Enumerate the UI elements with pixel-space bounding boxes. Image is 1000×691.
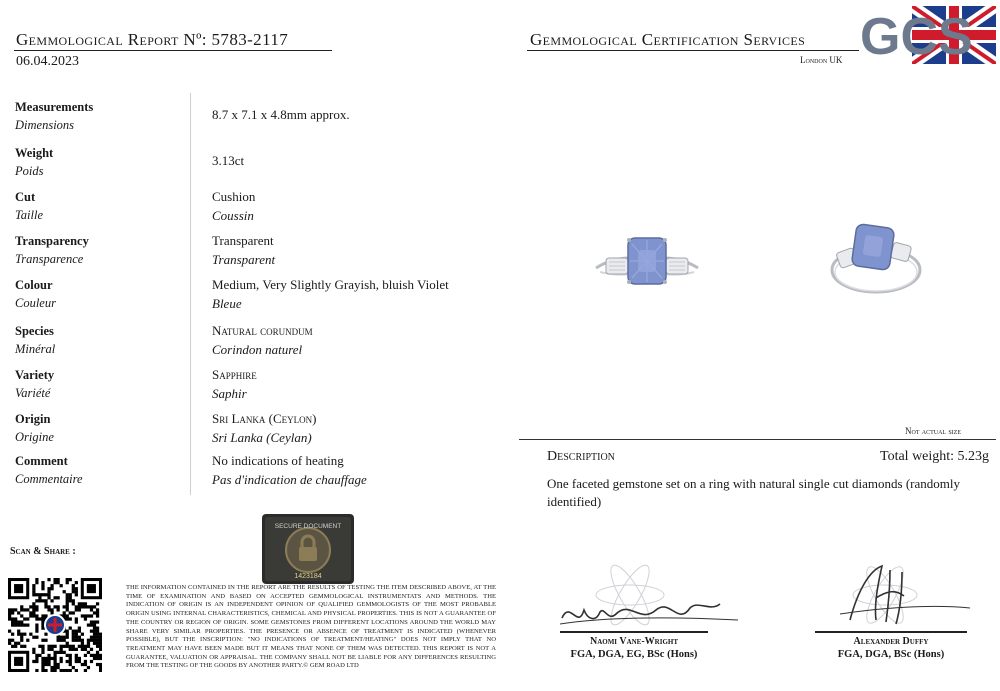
report-title: Gemmological Report Nº: 5783-2117 — [16, 30, 289, 49]
detail-value-fr: Saphir — [212, 386, 247, 401]
signature-naomi-vane-wright — [560, 560, 740, 635]
detail-label-en: Species — [15, 324, 54, 338]
legal-disclaimer: THE INFORMATION CONTAINED IN THE REPORT ARE THE RESULTS OF TESTING THE ITEM DESCRIBED ABOVE, AT THE TIME OF EXAMINATION AND BASED ON ACCEPTED GEMMOLOGICAL INSTRUMENTATS AND METHODS. THE INDICATION OF ORIGIN IS AN INDEPENDENT OPINION OF QUALIFIED GEMMOLOGISTS OF THE MOST PROBABLE ORIGIN USING INTERNAL CHARACTERISTICS, CHEMICAL AND PHYSICAL PROPERTIES. THIS IS NOT A GUARANTEE OF THE COUNTRY OR REGION OF ORIGIN. SOME GEMSTONES FROM DIFFERENT LOCATIONS AROUND THE WORLD MAY SHARE VERY SIMILAR PROPERTIES. THE PRESENCE OR ABSENCE OF TREATMENT IS INDICATED (WHENEVER POSSIBLE), BUT THE INSCRIPTION: "NO INDICATIONS OF TREATMENT/HEATING" DOES NOT IMPLY THAT NO TREATMENT MAY HAVE BEEN MADE BUT IT MEANS THAT NONE OF THEM WAS DETECTED. THIS REPORT IS NOT A GUARANTEE, VALUATION OR APPRAISAL. THE COMPANY SHALL NOT BE LIABLE FOR ANY DIFFERENCES RESULTING FROM THE TESTING OF THE GOODS BY ANOTHER PARTY.© GEM ROAD LTD — [126, 584, 496, 670]
detail-value-en: Sapphire — [212, 367, 257, 382]
detail-label-en: Variety — [15, 368, 55, 382]
detail-label-fr: Variété — [15, 386, 51, 400]
detail-label-fr: Dimensions — [15, 118, 75, 132]
detail-value-en: 8.7 x 7.1 x 4.8mm approx. — [212, 107, 350, 122]
total-weight: Total weight: 5.23g — [880, 449, 990, 464]
signature-line-1 — [560, 631, 708, 633]
company-name: Gemmological Certification Services — [530, 30, 806, 49]
detail-value — [212, 105, 350, 124]
detail-label-fr: Taille — [15, 208, 44, 222]
detail-value — [212, 151, 244, 170]
detail-value-fr: Transparent — [212, 252, 276, 267]
hologram-code: 1423184 — [294, 573, 322, 580]
detail-label — [15, 452, 83, 488]
detail-value-fr: Bleue — [212, 296, 242, 311]
detail-value — [212, 187, 255, 225]
detail-value — [212, 409, 317, 447]
not-actual-size-note: Not actual size — [905, 426, 961, 436]
detail-value-fr: Coussin — [212, 208, 254, 223]
detail-label — [15, 188, 43, 224]
company-city: London UK — [800, 55, 843, 65]
detail-label — [15, 232, 89, 268]
signatory-1-name: Naomi Vane-Wright — [589, 636, 679, 647]
detail-label-en: Colour — [15, 278, 53, 292]
detail-value-fr: Pas d'indication de chauffage — [212, 472, 367, 487]
detail-label-fr: Commentaire — [15, 472, 83, 486]
report-date: 06.04.2023 — [16, 54, 79, 69]
header-rule-left — [14, 50, 332, 51]
detail-value-en: Sri Lanka (Ceylon) — [212, 411, 317, 426]
detail-value-fr: Sri Lanka (Ceylan) — [212, 430, 312, 445]
detail-value-en: No indications of heating — [212, 453, 344, 468]
signatory-2-name: Alexander Duffy — [853, 636, 929, 647]
ring-front-view-image — [592, 228, 702, 298]
logo-letters: GCS — [860, 8, 973, 66]
description-rule — [519, 439, 996, 440]
signatory-2-qualifications: FGA, DGA, BSc (Hons) — [837, 649, 945, 660]
hologram-brand: SECURE DOCUMENT — [274, 523, 342, 530]
description-heading: Description — [547, 449, 615, 464]
table-divider — [190, 93, 191, 495]
detail-value — [212, 451, 367, 489]
detail-label-en: Weight — [15, 146, 54, 160]
detail-label-en: Cut — [15, 190, 36, 204]
signatory-1-qualifications: FGA, DGA, EG, BSc (Hons) — [570, 649, 698, 660]
detail-label-en: Comment — [15, 454, 68, 468]
detail-value-en: Cushion — [212, 189, 256, 204]
detail-value — [212, 365, 257, 403]
detail-label — [15, 322, 55, 358]
scan-share-label: Scan & Share : — [10, 546, 76, 557]
detail-label-en: Measurements — [15, 100, 94, 114]
detail-value-en: Natural corundum — [212, 323, 313, 338]
detail-value-fr: Corindon naturel — [212, 342, 303, 357]
detail-value-en: 3.13ct — [212, 153, 245, 168]
detail-label-fr: Origine — [15, 430, 54, 444]
detail-label-en: Origin — [15, 412, 51, 426]
header-rule-right — [527, 50, 859, 51]
gcs-logo — [860, 4, 996, 66]
detail-label-en: Transparency — [15, 234, 89, 248]
detail-label-fr: Couleur — [15, 296, 56, 310]
detail-value — [212, 275, 449, 313]
detail-value — [212, 321, 313, 359]
detail-value-en: Transparent — [212, 233, 274, 248]
qr-code[interactable] — [8, 578, 102, 672]
detail-label — [15, 366, 54, 402]
detail-label — [15, 144, 53, 180]
detail-label-fr: Minéral — [15, 342, 56, 356]
detail-value-en: Medium, Very Slightly Grayish, bluish Violet — [212, 277, 449, 292]
detail-value — [212, 231, 275, 269]
ring-angled-view-image — [826, 222, 926, 297]
detail-label-fr: Transparence — [15, 252, 84, 266]
description-text: One faceted gemstone set on a ring with natural single cut diamonds (randomly identified) — [547, 476, 960, 509]
security-hologram — [262, 514, 354, 584]
signature-line-2 — [815, 631, 967, 633]
detail-label — [15, 276, 56, 312]
detail-label-fr: Poids — [15, 164, 44, 178]
detail-label — [15, 410, 54, 446]
detail-label — [15, 98, 93, 134]
signature-alexander-duffy — [820, 560, 980, 635]
